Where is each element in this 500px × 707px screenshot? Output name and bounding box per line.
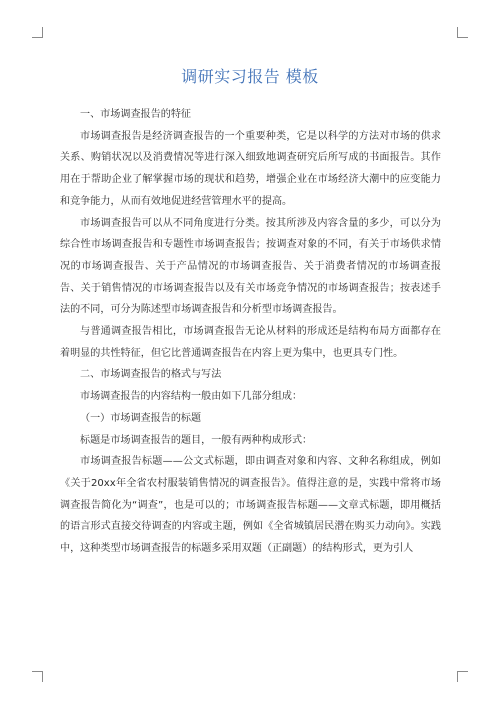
paragraph: 与普通调查报告相比，市场调查报告无论从材料的形成还是结构布局方面都存在着明显的共性特征，但它比普通调查报告在内容上更为集中，也更具专门性。 bbox=[60, 326, 441, 359]
document-body bbox=[60, 104, 441, 560]
crop-mark-bottom-left bbox=[32, 671, 43, 682]
crop-mark-bottom-right bbox=[457, 671, 468, 682]
subsection-heading-1: （一）市场调查报告的标题 bbox=[80, 412, 202, 424]
paragraph: 市场调查报告标题——公文式标题，即由调查对象和内容、文种名称组成，例如《关于20xx年全省农村服装销售情况的调查报告》。值得注意的是，实践中常将市场调查报告简化为“调查”，也是可以的；市场调查报告标题——文章式标题，即用概括的语言形式直接交待调查的内容或主题，例如《全省城镇居民潜在购买力动向》。实践中，这种类型市场调查报告的标题多采用双题（正副题）的结构形式，更为引人 bbox=[60, 456, 441, 555]
crop-mark-top-right bbox=[457, 27, 468, 38]
section-heading-2: 二、市场调查报告的格式与写法 bbox=[80, 369, 222, 381]
paragraph: 市场调查报告的内容结构一般由如下几部分组成： bbox=[80, 391, 303, 403]
crop-mark-top-left bbox=[32, 27, 43, 38]
document-title: 调研实习报告 模板 bbox=[181, 67, 319, 86]
paragraph: 标题是市场调查报告的题目，一般有两种构成形式： bbox=[80, 434, 313, 446]
section-heading-1: 一、市场调查报告的特征 bbox=[80, 109, 192, 120]
paragraph: 市场调查报告可以从不同角度进行分类。按其所涉及内容含量的多少，可以分为综合性市场调查报告和专题性市场调查报告；按调查对象的不同，有关于市场供求情况的市场调查报告、关于产品情况的市场调查报告、关于消费者情况的市场调查报告、关于销售情况的市场调查报告以及有关市场竞争情况的市场调查报告；按表述手法的不同，可分为陈述型市场调查报告和分析型市场调查报告。 bbox=[60, 217, 441, 316]
paragraph: 市场调查报告是经济调查报告的一个重要种类，它是以科学的方法对市场的供求关系、购销状况以及消费情况等进行深入细致地调查研究后所写成的书面报告。其作用在于帮助企业了解掌握市场的现状和趋势，增强企业在市场经济大潮中的应变能力和竞争能力，从而有效地促进经营管理水平的提高。 bbox=[60, 130, 441, 207]
